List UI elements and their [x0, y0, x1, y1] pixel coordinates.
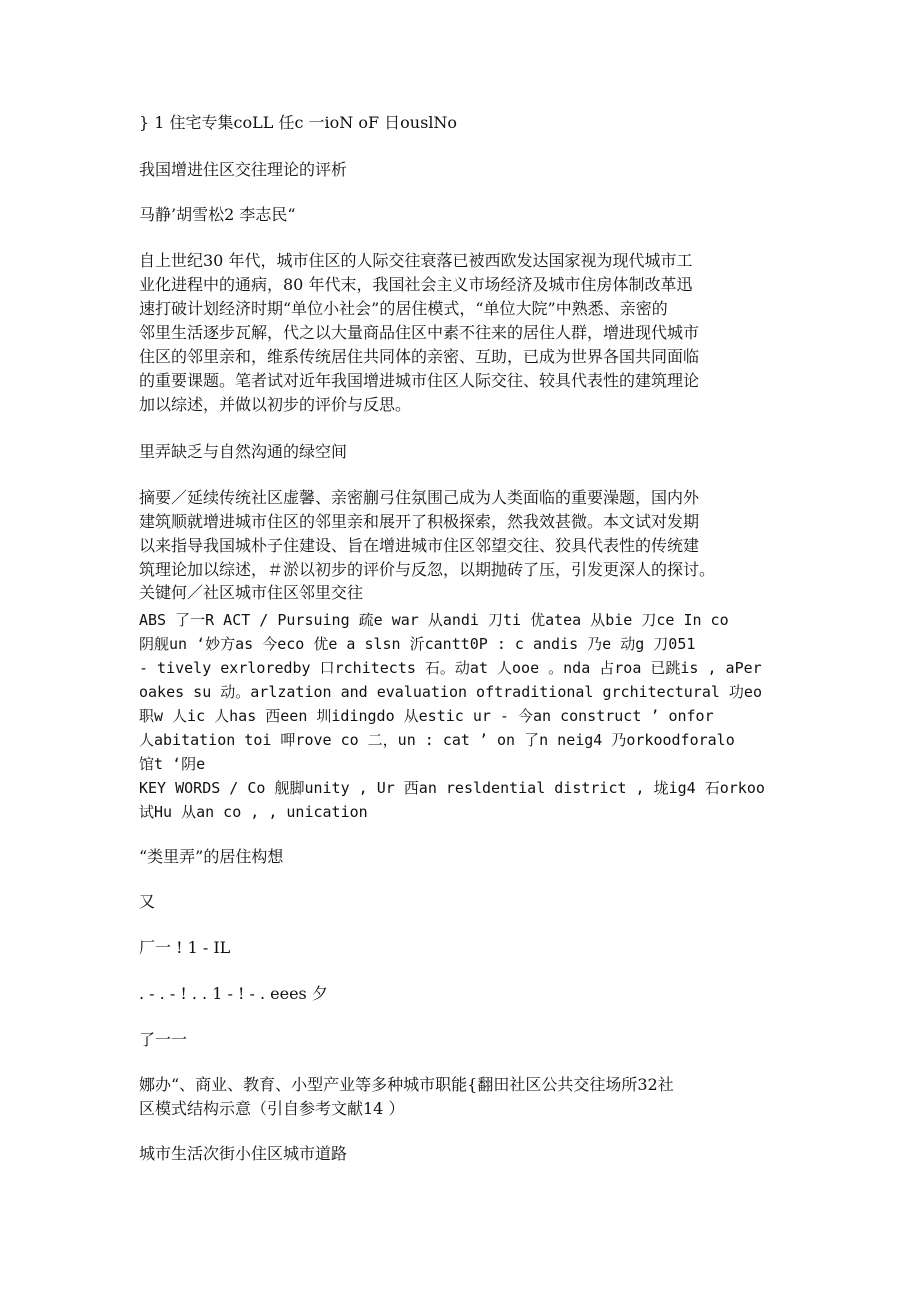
abstract-en-line: ABS 了一R ACT / Pursuing 疏e war 从andi 刀ti 优atea 从bie 刀ce In co	[139, 611, 729, 629]
intro-paragraph	[139, 249, 839, 417]
figure-caption-roads: 城市生活次街小住区城市道路	[139, 1144, 348, 1163]
figure-caption-community	[139, 1073, 839, 1121]
abstract-en	[139, 608, 839, 824]
abstract-en-line: 阴舰un ‘妙方as 今eco 优e a slsn 沂cantt0P : c andis 乃e 动g 刀051	[139, 635, 696, 653]
running-header: } 1 住宅专集coLL 任c 一ioN oF 日ouslNo	[139, 113, 458, 132]
intro-line: 住区的邻里亲和，维系传统居住共同体的亲密、互助，已成为世界各国共同面临	[139, 347, 700, 366]
abstract-en-line: 人abitation toi 呷rove co 二，un : cat ’ on 了n neig4 乃orkoodforalo	[139, 731, 735, 749]
keywords-cn: 关键何／社区城市住区邻里交往	[139, 583, 364, 602]
fragment-text: 厂一 ! 1 - IL	[139, 938, 231, 957]
figure-caption-alley: 里弄缺乏与自然沟通的绿空间	[139, 442, 348, 461]
intro-line: 加以综述，并做以初步的评价与反思。	[139, 395, 412, 414]
intro-line: 邻里生活逐步瓦解，代之以大量商品住区中素不往来的居住人群，增进现代城市	[139, 323, 700, 342]
intro-line: 业化进程中的通病，80 年代末，我国社会主义市场经济及城市住房体制改革迅	[139, 275, 693, 294]
intro-line: 速打破计划经济时期“单位小社会”的居住模式，“单位大院”中熟悉、亲密的	[139, 299, 668, 318]
abstract-en-line: 职w 人ic 人has 西een 圳idingdo 从estic ur - 今an construct ’ onfor	[139, 707, 714, 725]
keywords-en-line: 试Hu 从an co , , unication	[139, 803, 368, 821]
abstract-line: 筑理论加以综述，＃淤以初步的评价与反忽，以期抛砖了压，引发更深人的探讨。	[139, 560, 716, 579]
abstract-en-line: 馆t ‘阴e	[139, 755, 206, 773]
keywords-en-line: KEY WORDS / Co 舰脚unity , Ur 西an resldential district , 垅ig4 石orkoo	[139, 779, 765, 797]
abstract-line: 以来指导我国城朴子住建设、旨在增进城市住区邻望交往、狡具代表性的传统建	[139, 536, 700, 555]
article-title: 我国增进住区交往理论的评析	[139, 160, 348, 179]
fragment-text: 了一一	[139, 1030, 188, 1049]
abstract-en-line: oakes su 动。arlzation and evaluation oftraditional grchitectural 功eo	[139, 683, 762, 701]
article-authors: 马静’胡雪松2 李志民“	[139, 205, 296, 224]
abstract-line: 摘要／延续传统社区虚馨、亲密蒯弓住氛围己成为人类面临的重要澡题，国内外	[139, 488, 700, 507]
caption-line: 娜办“、商业、教育、小型产业等多种城市职能{翻田社区公共交往场所32社	[139, 1075, 674, 1094]
abstract-line: 建筑顺就增进城市住区的邻里亲和展开了积极探索，然我效甚微。本文试对发期	[139, 512, 700, 531]
abstract-en-line: - tively exrloredby 口rchitects 石。动at 人ooe 。nda 占roa 已跳is , aPer	[139, 659, 762, 677]
fragment-text: 又	[139, 892, 156, 911]
intro-line: 自上世纪30 年代，城市住区的人际交往衰落已被西欧发达国家视为现代城市工	[139, 251, 693, 270]
caption-line: 区模式结构示意（引自参考文献14 ）	[139, 1099, 405, 1118]
fragment-text: . - . - ! . . 1 - ! - . eees 夕	[139, 984, 328, 1003]
abstract-cn	[139, 486, 839, 604]
figure-caption-quasi-alley: “类里弄”的居住构想	[139, 847, 284, 866]
intro-line: 的重要课题。笔者试对近年我国增进城市住区人际交往、较具代表性的建筑理论	[139, 371, 700, 390]
